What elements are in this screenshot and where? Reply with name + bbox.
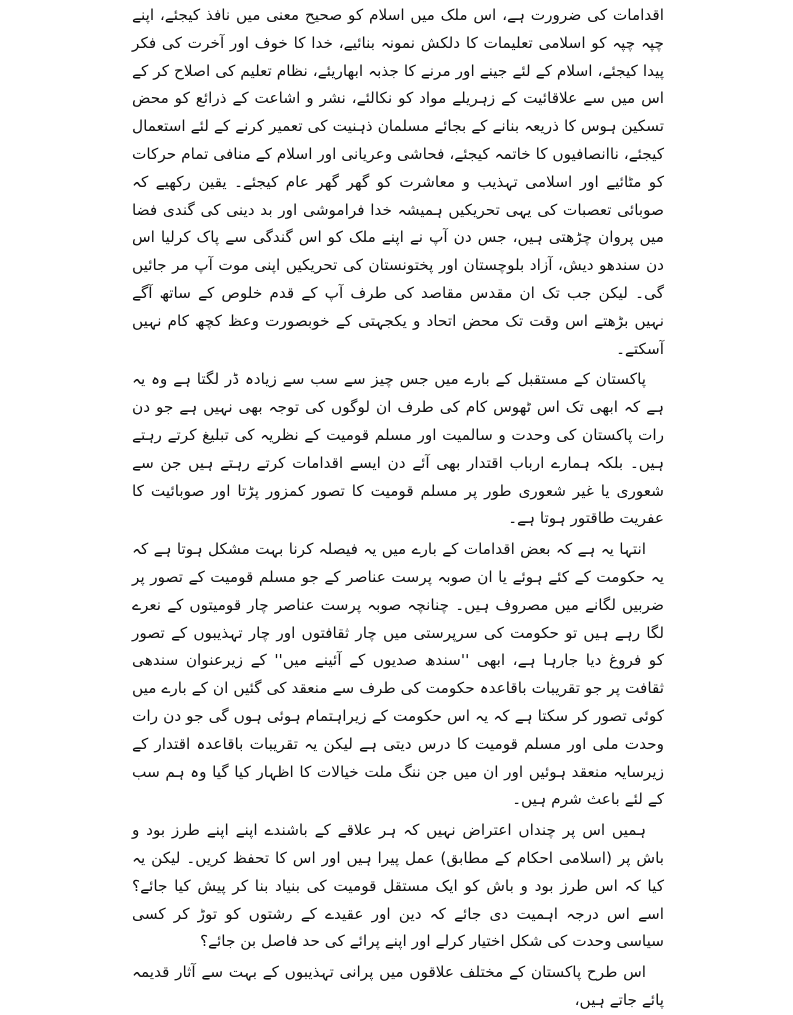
paragraph-2: پاکستان کے مستقبل کے بارے میں جس چیز سے سب سے زیادہ ڈر لگتا ہے وہ یہ ہے کہ ابھی تک اس ٹھوس کام کی طرف ان لوگوں کی توجہ بھی نہیں ہے جو دن رات پاکستان کی وحدت و سالمیت اور مسلم قومیت کے نظریہ کی تبلیغ کرتے رہتے ہیں۔ بلکہ ہمارے ارباب اقتدار بھی آئے دن ایسے اقدامات کرتے رہتے ہیں جن سے شعوری یا غیر شعوری طور پر مسلم قومیت کا تصور کمزور پڑتا اور صوبائیت کا عفریت طاقتور ہوتا ہے۔ bbox=[132, 370, 664, 528]
paragraph-5: اس طرح پاکستان کے مختلف علاقوں میں پرانی تہذیبوں کے بہت سے آثار قدیمہ پائے جاتے ہیں، bbox=[132, 963, 664, 1009]
paragraph-3: انتہا یہ ہے کہ بعض اقدامات کے بارے میں یہ فیصلہ کرنا بہت مشکل ہوتا ہے کہ یہ حکومت کے کئے ہوئے یا ان صوبہ پرست عناصر کے جو مسلم قومیت کے تصور پر ضربیں لگانے میں مصروف ہیں۔ چنانچہ صوبہ پرست عناصر چار قومیتوں کے نعرے لگا رہے ہیں تو حکومت کی سرپرستی میں چار ثقافتوں اور چار تہذیبوں کے تصور کو فروغ دیا جارہا ہے، ابھی ''سندھ صدیوں کے آئینے میں'' کے زیرعنوان سندھی ثقافت پر جو تقریبات باقاعدہ حکومت کی طرف سے منعقد کی گئیں ان کے بارے میں کوئی تصور کر سکتا ہے کہ یہ اس حکومت کے زیراہتمام ہوئی ہوں گی جو دن رات وحدت ملی اور مسلم قومیت کا درس دیتی ہے لیکن یہ تقریبات باقاعدہ اقتدار کے زیرسایہ منعقد ہوئیں اور ان میں جن ننگ ملت خیالات کا اظہار کیا گیا وہ ہم سب کے لئے باعث شرم ہیں۔ bbox=[132, 540, 664, 809]
paragraph-4: ہمیں اس پر چنداں اعتراض نہیں کہ ہر علاقے کے باشندے اپنے اپنے طرز بود و باش پر (اسلامی احکام کے مطابق) عمل پیرا ہیں اور اس کا تحفظ کریں۔ لیکن یہ کیا کہ اس طرز بود و باش کو ایک مستقل قومیت کی بنیاد بنا کر پیش کیا جائے؟ اسے اس درجہ اہمیت دی جائے کہ دین اور عقیدے کے رشتوں کو توڑ کر کسی سیاسی وحدت کی شکل اختیار کرلے اور اپنے پرائے کی حد فاصل بن جائے؟ bbox=[132, 821, 664, 951]
paragraph-1: اقدامات کی ضرورت ہے، اس ملک میں اسلام کو صحیح معنی میں نافذ کیجئے، اپنے چپہ چپہ کو اسلامی تعلیمات کا دلکش نمونہ بنائیے، خدا کا خوف اور آخرت کی فکر پیدا کیجئے، اسلام کے لئے جینے اور مرنے کا جذبہ ابھاریئے، نظام تعلیم کی اصلاح کر کے اس میں سے علاقائیت کے زہریلے مواد کو نکالئے، نشر و اشاعت کے ذرائع کو محض تسکین ہوس کا ذریعہ بنانے کے بجائے مسلمان ذہنیت کی تعمیر کرنے کے لئے استعمال کیجئے، ناانصافیوں کا خاتمہ کیجئے، فحاشی وعریانی اور اسلام کے منافی تمام حرکات کو مٹائیے اور اسلامی تہذیب و معاشرت کو گھر گھر عام کیجئے۔ یقین رکھیے کہ صوبائی تعصبات کی یہی تحریکیں ہمیشہ خدا فراموشی اور بد دینی کی گندی فضا میں پروان چڑھتی ہیں، جس دن آپ نے اپنے ملک کو اس گندگی سے پاک کرلیا اس دن سندھو دیش، آزاد بلوچستان اور پختونستان کی تحریکیں اپنی موت آپ مر جائیں گی۔ لیکن جب تک ان مقدس مقاصد کی طرف آپ کے قدم خلوص کے ساتھ آگے نہیں بڑھتے اس وقت تک محض اتحاد و یکجہتی کے خوبصورت وعظ کچھ کام نہیں آسکتے۔ bbox=[132, 6, 664, 358]
article-body bbox=[132, 2, 664, 1015]
